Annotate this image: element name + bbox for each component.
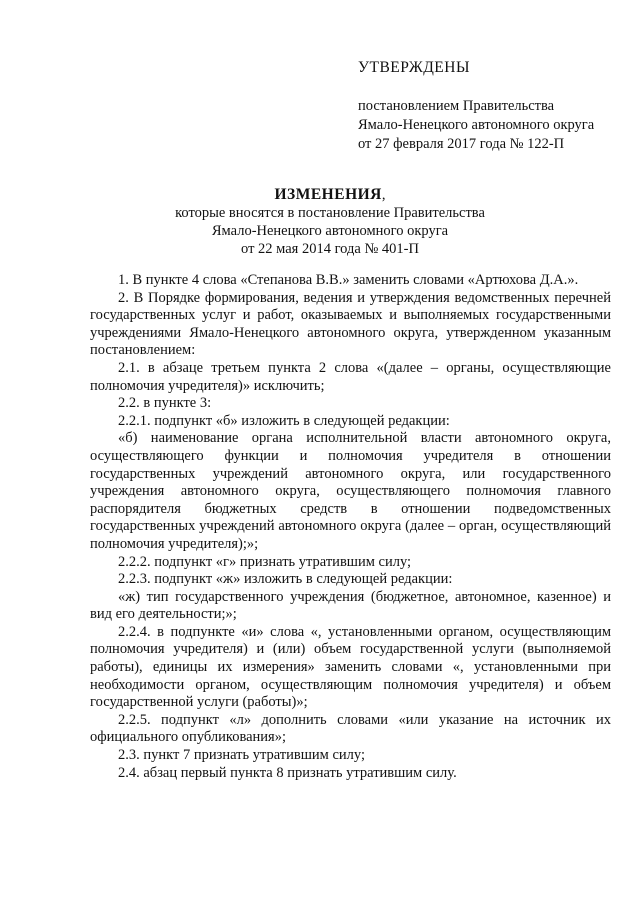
heading-line: Ямало-Ненецкого автономного округа [211,223,449,239]
paragraph: 2.2.4. в подпункте «и» слова «, установленными органом, осуществляющим полномочия учредителя) и (или) объем государственной услуги (выполняемой работы), единицы их измерения» заменить словами «, установленными при необходимости органом, осуществляющим полномочия учредителя) и объем государственной услуги (работы)»; [90,623,611,711]
approval-line: от 27 февраля 2017 года № 122-П [358,136,565,152]
paragraph: 2.1. в абзаце третьем пункта 2 слова «(далее – органы, осуществляющие полномочия учредителя)» исключить; [90,359,611,394]
paragraph: 2.4. абзац первый пункта 8 признать утратившим силу. [118,764,457,781]
heading-line: от 22 мая 2014 года № 401-П [241,241,419,257]
paragraph: 2.2.2. подпункт «г» признать утратившим силу; [118,553,412,570]
document-heading [90,186,570,258]
paragraph: «б) наименование органа исполнительной власти автономного округа, осуществляющего функции и полномочия учредителя в отношении государственных учреждений автономного округа, или государственного учреждения автономного округа, осуществляющего полномочия главного распорядителя бюджетных средств в отношении подведомственных государственных учреждений автономного округа (далее – орган, осуществляющий полномочия учредителя);»; [90,430,611,552]
paragraph: 2.2.3. подпункт «ж» изложить в следующей редакции: [118,571,453,588]
approval-block [358,58,618,154]
paragraph: 2.2.5. подпункт «л» дополнить словами «или указание на источник их официального опубликования»; [90,711,611,746]
approval-line: постановлением Правительства [358,98,555,114]
heading-line: которые вносятся в постановление Правительства [175,205,485,221]
paragraph: 2. В Порядке формирования, ведения и утверждения ведомственных перечней государственных услуг и работ, оказываемых и выполняемых государственными учреждениями Ямало-Ненецкого автономного округа, утвержденном указанным постановлением: [90,289,611,359]
paragraph: 1. В пункте 4 слова «Степанова В.В.» заменить словами «Артюхова Д.А.». [118,272,579,288]
paragraph: 2.2.1. подпункт «б» изложить в следующей редакции: [118,412,450,429]
paragraph: «ж) тип государственного учреждения (бюджетное, автономное, казенное) и вид его деятельности;»; [90,588,611,623]
approval-stamp: УТВЕРЖДЕНЫ [358,59,470,76]
document-body [90,272,611,782]
document-title: ИЗМЕНЕНИЯ [274,186,382,203]
approval-line: Ямало-Ненецкого автономного округа [358,117,595,133]
paragraph: 2.3. пункт 7 признать утратившим силу; [118,747,365,764]
paragraph: 2.2. в пункте 3: [118,395,212,412]
document-title-suffix: , [381,187,386,203]
